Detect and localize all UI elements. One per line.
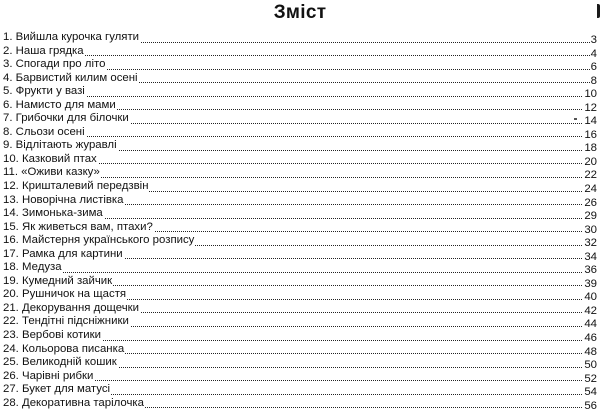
toc-entry — [3, 180, 598, 194]
toc-entry-page-number: 42 — [584, 304, 597, 317]
toc-entry-page-number: 12 — [584, 101, 597, 114]
toc-entry-page-number: 29 — [584, 210, 597, 223]
page-title: Зміст — [273, 2, 327, 23]
toc-entry-page-number: 6 — [590, 61, 597, 74]
toc-entry — [3, 343, 598, 357]
toc-entry — [3, 234, 598, 248]
toc-entry — [3, 112, 598, 126]
toc-entry-title: 28. Декоративна тарілочка — [3, 396, 144, 409]
toc-entry-title: 16. Майстерня українського розпису — [3, 234, 195, 247]
toc-entry-title: 13. Новорічна листівка — [3, 193, 124, 206]
toc-entry-page-number: 54 — [584, 386, 597, 399]
toc-entry-title: 21. Декорування дощечки — [3, 301, 140, 314]
toc-entry-page-number: 32 — [584, 237, 597, 250]
toc-entry-title: 10. Казковий птах — [3, 152, 97, 165]
toc-entry-title: 4. Барвистий килим осені — [3, 71, 138, 84]
toc-entry — [3, 329, 598, 343]
toc-entry-page-number: 4 — [590, 47, 597, 60]
toc-entry — [3, 315, 598, 329]
toc-entry-page-number: 44 — [584, 318, 597, 331]
toc-entry-title: 17. Рамка для картини — [3, 247, 123, 260]
toc-entry-page-number: 16 — [584, 128, 597, 141]
toc-entry — [3, 275, 598, 289]
toc-entry-title: 7. Грибочки для білочки — [3, 112, 129, 125]
toc-entry-page-number: 22 — [584, 169, 597, 182]
toc-entry-page-number: 39 — [584, 277, 597, 290]
toc-entry — [3, 153, 598, 167]
toc-entry-page-number: 3 — [590, 34, 597, 46]
toc-entry-page-number: 14 — [584, 115, 597, 128]
toc-entry-page-number: 26 — [584, 196, 597, 209]
toc-entry-title: 18. Медуза — [3, 261, 62, 274]
toc-entry — [3, 397, 598, 411]
toc-entry-title: 24. Кольорова писанка — [3, 342, 125, 355]
toc-entry — [3, 126, 598, 140]
toc-entry-page-number: 30 — [584, 223, 597, 236]
toc-entry-title: 5. Фрукти у вазі — [3, 85, 85, 98]
toc-entry — [3, 288, 598, 302]
toc-entry-page-number: 48 — [584, 345, 597, 358]
toc-entry — [3, 166, 598, 180]
toc-entry-page-number: 46 — [584, 332, 597, 345]
toc-entry — [3, 383, 598, 397]
toc-entry — [3, 261, 598, 275]
toc-entry-title: 12. Кришталевий передзвін — [3, 180, 149, 193]
toc-entry-title: 14. Зимонька-зима — [3, 207, 103, 220]
toc-entry-title: 20. Рушничок на щастя — [3, 288, 127, 301]
toc-entry — [3, 85, 598, 99]
table-of-contents — [3, 31, 598, 410]
dot-leader — [3, 94, 590, 97]
toc-entry-page-number: 8 — [590, 74, 597, 87]
dot-leader — [3, 134, 590, 137]
toc-entry — [3, 221, 598, 235]
dot-leader — [3, 53, 590, 56]
toc-entry — [3, 207, 598, 221]
toc-entry — [3, 72, 598, 86]
toc-entry-page-number: 40 — [584, 291, 597, 304]
toc-entry-page-number: 50 — [584, 359, 597, 372]
toc-entry — [3, 356, 598, 370]
toc-entry-title: 11. «Оживи казку» — [3, 166, 100, 179]
toc-entry-title: 22. Тендітні підсніжники — [3, 315, 129, 328]
toc-entry-title: 27. Букет для матусі — [3, 383, 111, 396]
toc-entry-title: 8. Сльози осені — [3, 125, 85, 138]
toc-entry — [3, 194, 598, 208]
toc-entry-page-number: 52 — [584, 372, 597, 385]
toc-entry-page-number: 10 — [584, 88, 597, 101]
toc-entry-page-number: 56 — [584, 399, 597, 412]
toc-entry — [3, 58, 598, 72]
toc-entry-title: 19. Кумедний зайчик — [3, 274, 113, 287]
toc-entry-page-number: 34 — [584, 250, 597, 263]
toc-entry-page-number: 18 — [584, 142, 597, 155]
toc-entry-title: 25. Великодній кошик — [3, 356, 117, 369]
toc-entry — [3, 302, 598, 316]
toc-entry — [3, 45, 598, 59]
toc-entry-page-number: 24 — [584, 183, 597, 196]
dot-leader — [3, 270, 590, 273]
toc-entry-title: 26. Чарівні рибки — [3, 369, 94, 382]
toc-entry — [3, 370, 598, 384]
toc-entry — [3, 31, 598, 45]
toc-entry-title: 1. Вийшла курочка гуляти — [3, 31, 140, 43]
toc-entry-title: 15. Як живеться вам, птахи? — [3, 220, 153, 233]
toc-entry-title: 6. Намисто для мами — [3, 98, 116, 111]
toc-entry-title: 23. Вербові котики — [3, 329, 101, 342]
toc-entry — [3, 99, 598, 113]
toc-entry — [3, 139, 598, 153]
toc-entry-title: 2. Наша грядка — [3, 44, 84, 57]
toc-entry-title: 3. Спогади про літо — [3, 58, 106, 71]
toc-entry-title: 9. Відлітають журавлі — [3, 139, 117, 152]
toc-entry-page-number: 20 — [584, 155, 597, 168]
toc-entry-page-number: 36 — [584, 264, 597, 277]
toc-entry — [3, 248, 598, 262]
